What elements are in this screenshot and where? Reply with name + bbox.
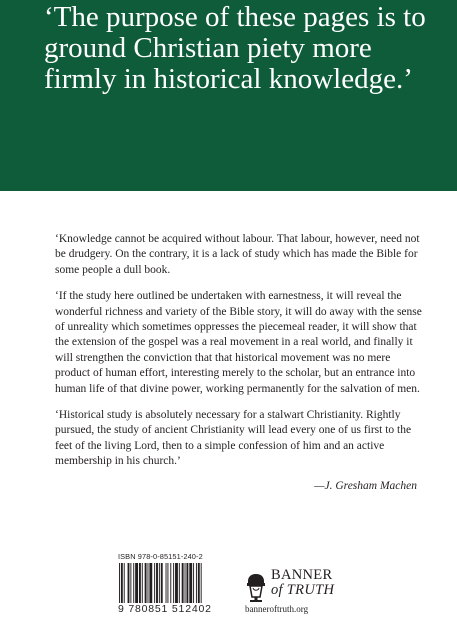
publisher-name — [271, 568, 334, 598]
description-paragraph-2: ‘If the study here outlined be undertaken with earnestness, it will reveal the wonderful richness and variety of the Bible story, it will do away with the sense of unreality which sometimes oppresses the piecemeal reader, it will show that the extension of the gospel was a real movement in a real world, and finally it will strengthen the conviction that that historical movement was no mere product of human effort, interesting merely to the scholar, but an entrance into human life of that divine power, working permanently for the salvation of men. — [55, 290, 422, 395]
isbn-label: ISBN 978-0-85151-240-2 — [118, 552, 203, 561]
description-paragraph-3: ‘Historical study is absolutely necessary for a stalwart Christianity. Rightly pursued, the study of ancient Christianity will lead every one of us first to the feet of the living Lord, then to a simple confession of him and an active membership in his church.’ — [55, 409, 412, 468]
barcode-icon — [117, 563, 235, 603]
description-text — [55, 232, 427, 481]
banner-quote: ‘The purpose of these pages is to ground Christian piety more firmly in historical knowledge.’ — [44, 1, 426, 95]
publisher-name-line1: BANNER — [271, 567, 333, 583]
publisher-name-line2: of TRUTH — [271, 582, 335, 598]
headline-banner — [0, 0, 457, 191]
quote-attribution: —J. Gresham Machen — [314, 480, 417, 492]
description-paragraph-1: ‘Knowledge cannot be acquired without labour. That labour, however, need not be drudgery. On the contrary, it is a lack of study which has made the Bible for some people a dull book. — [55, 233, 420, 276]
barcode-digits: 9 780851 512402 — [118, 603, 212, 615]
publisher-url: banneroftruth.org — [245, 604, 309, 614]
pulpit-logo-icon — [245, 573, 267, 603]
